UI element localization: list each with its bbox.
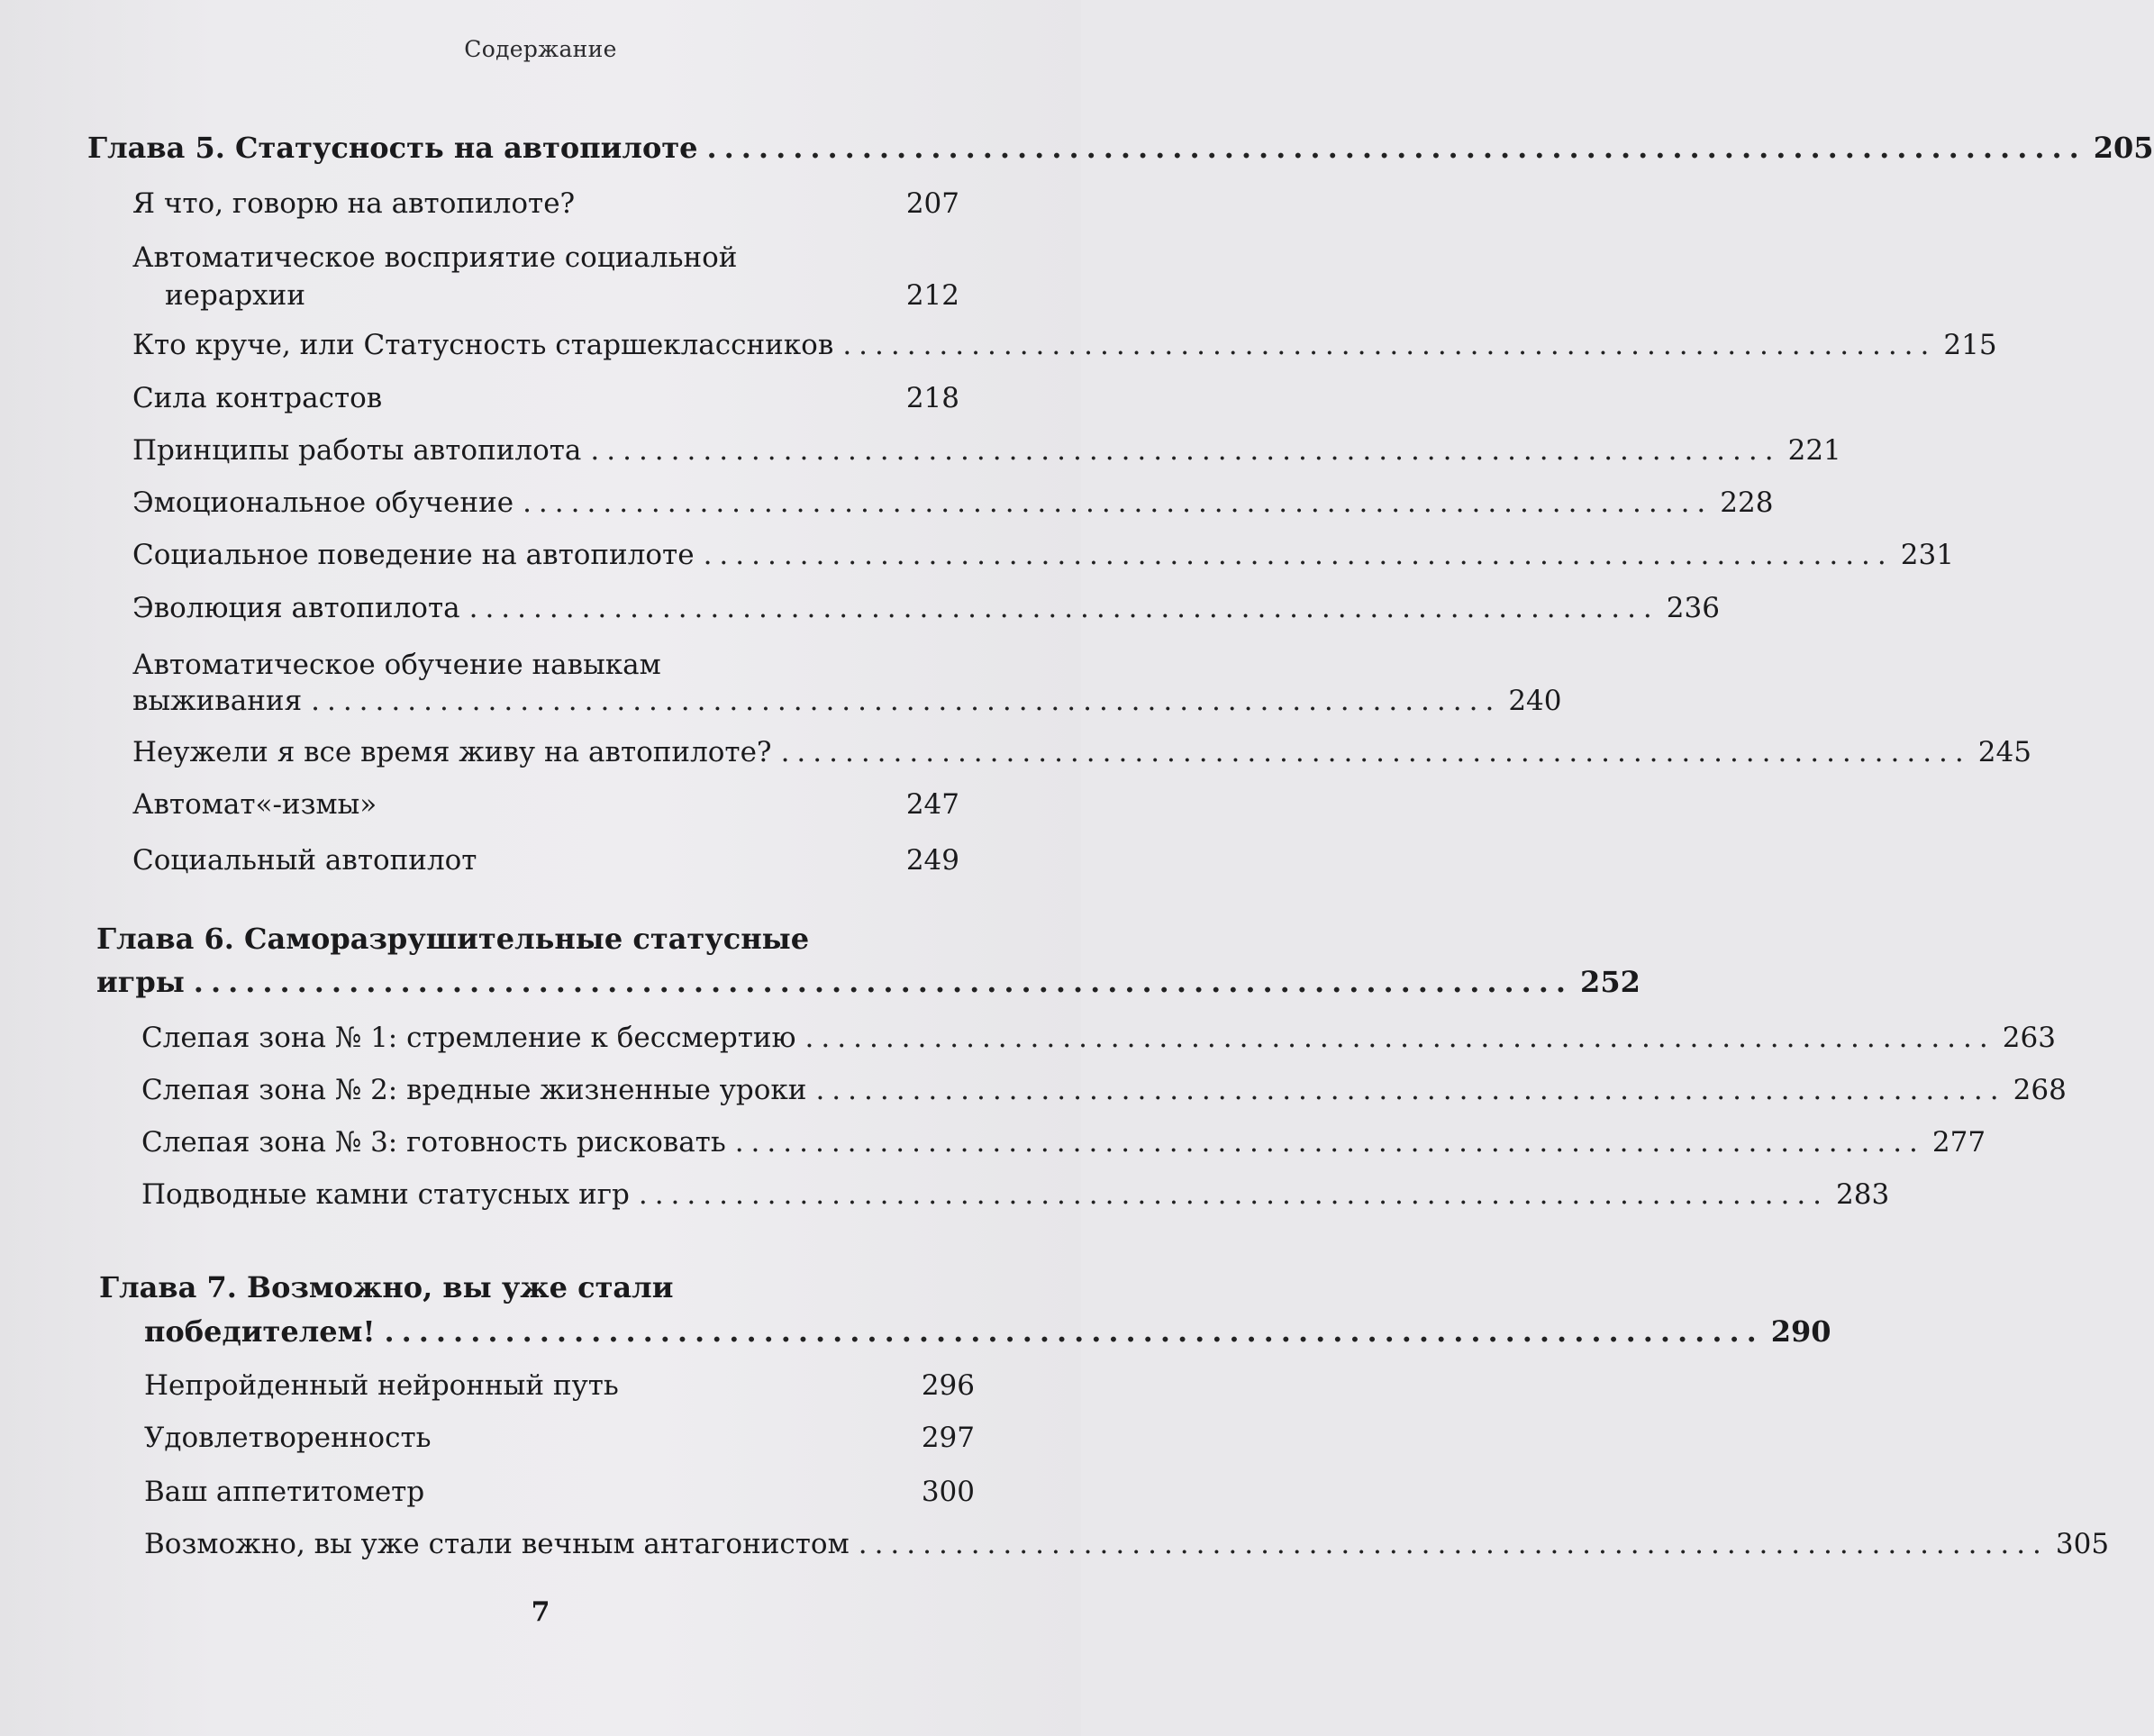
page-number: 205 [2093,131,2154,165]
page-number: 218 [905,382,959,414]
toc-entry[interactable] [132,734,2031,770]
page-number: 215 [1943,329,1997,361]
dot-leader: .......................................................................... [638,1178,1830,1211]
page-number: 231 [1900,539,1954,571]
toc-entry[interactable] [141,1124,1986,1160]
entry-title: Подводные камни статусных игр [141,1178,630,1211]
entry-title-line1[interactable]: Автоматическое обучение навыкам [132,649,661,681]
dot-leader: .......................................................................... [468,592,1659,624]
chapter-6-heading-line1[interactable]: Глава 6. Саморазрушительные статусные [96,922,810,956]
entry-title: Слепая зона № 2: вредные жизненные уроки [141,1074,807,1106]
page-number: 236 [1666,592,1720,624]
toc-entry[interactable] [144,1420,975,1456]
toc-entry[interactable] [141,1177,1890,1213]
entry-title: Автомат«-измы» [132,788,377,821]
dot-leader: .......................................................................... [815,1074,2006,1106]
entry-title: Кто круче, или Статусность старшеклассников [132,329,834,361]
entry-title: Непройденный нейронный путь [144,1369,619,1402]
toc-entry[interactable] [132,683,1562,719]
page-number: 296 [921,1369,975,1402]
entry-title: Неужели я все время живу на автопилоте? [132,736,772,768]
entry-title: Удовлетворенность [144,1422,432,1454]
entry-title: Возможно, вы уже стали вечным антагонистом [144,1528,850,1560]
page-number: 283 [1836,1178,1890,1211]
page-number: 247 [905,788,959,821]
toc-entry[interactable] [144,1368,975,1404]
toc-entry[interactable] [144,1474,975,1510]
entry-title-line2: выживания [132,685,303,717]
dot-leader: .......................................................................... [311,685,1502,717]
dot-leader: ................................................................................ [193,965,1574,999]
page-number: 245 [1977,736,2031,768]
dot-leader: .......................................................................... [780,736,1971,768]
page-number: 252 [1580,965,1640,999]
page-number: 290 [1770,1314,1831,1349]
entry-title: Эмоциональное обучение [132,486,514,519]
dot-leader: .......................................................................... [590,434,1781,467]
page-number: 212 [905,279,959,312]
entry-title-line1[interactable]: Автоматическое восприятие социальной [132,241,738,274]
dot-leader: .......................................................................... [804,1022,1995,1054]
dot-leader: ................................................................................ [384,1314,1764,1349]
chapter-title-line2: победителем! [144,1314,376,1349]
dot-leader: .......................................................................... [523,486,1713,519]
dot-leader: .......................................................................... [734,1126,1925,1159]
running-head: Содержание [464,36,617,62]
entry-title: Слепая зона № 1: стремление к бессмертию [141,1022,796,1054]
page-number: 277 [1931,1126,1986,1159]
entry-title: Ваш аппетитометр [144,1476,425,1508]
page-number: 221 [1787,434,1841,467]
page-number: 228 [1720,486,1774,519]
toc-entry[interactable] [132,842,959,878]
page-number: 300 [921,1476,975,1508]
chapter-7-heading[interactable] [144,1313,1831,1350]
toc-entry[interactable] [144,1526,2110,1562]
entry-title: Принципы работы автопилота [132,434,582,467]
toc-entry[interactable] [141,1072,2067,1108]
page-number: 207 [905,187,959,220]
page-number: 297 [921,1422,975,1454]
entry-title-line2: иерархии [165,279,305,312]
chapter-title: Глава 5. Статусность на автопилоте [87,131,698,165]
dot-leader: .................................................................... [842,329,1937,361]
toc-entry[interactable] [132,327,1997,363]
entry-title: Я что, говорю на автопилоте? [132,187,576,220]
chapter-title-line2: игры [96,965,185,999]
entry-title: Социальный автопилот [132,844,477,877]
toc-entry[interactable] [132,186,959,222]
page-number: 240 [1508,685,1562,717]
toc-entry[interactable] [132,537,1954,573]
entry-title: Эволюция автопилота [132,592,460,624]
dot-leader: .......................................................................... [703,539,1894,571]
dot-leader: ................................................................................ [706,131,2086,165]
page-number: 305 [2055,1528,2110,1560]
toc-entry[interactable] [132,380,959,416]
page-folio: 7 [531,1596,550,1628]
toc-entry[interactable] [165,277,959,314]
page-number: 249 [905,844,959,877]
toc-entry[interactable] [132,786,959,823]
chapter-7-heading-line1[interactable]: Глава 7. Возможно, вы уже стали [99,1270,674,1304]
entry-title: Социальное поведение на автопилоте [132,539,695,571]
toc-entry[interactable] [132,485,1774,521]
page-number: 263 [2002,1022,2056,1054]
entry-title: Слепая зона № 3: готовность рисковать [141,1126,726,1159]
entry-title: Сила контрастов [132,382,383,414]
chapter-5-heading[interactable] [87,130,2154,166]
toc-entry[interactable] [141,1020,2056,1056]
toc-entry[interactable] [132,590,1720,626]
chapter-6-heading[interactable] [96,964,1640,1000]
toc-entry[interactable] [132,432,1841,468]
page-number: 268 [2013,1074,2067,1106]
dot-leader: .......................................................................... [858,1528,2049,1560]
